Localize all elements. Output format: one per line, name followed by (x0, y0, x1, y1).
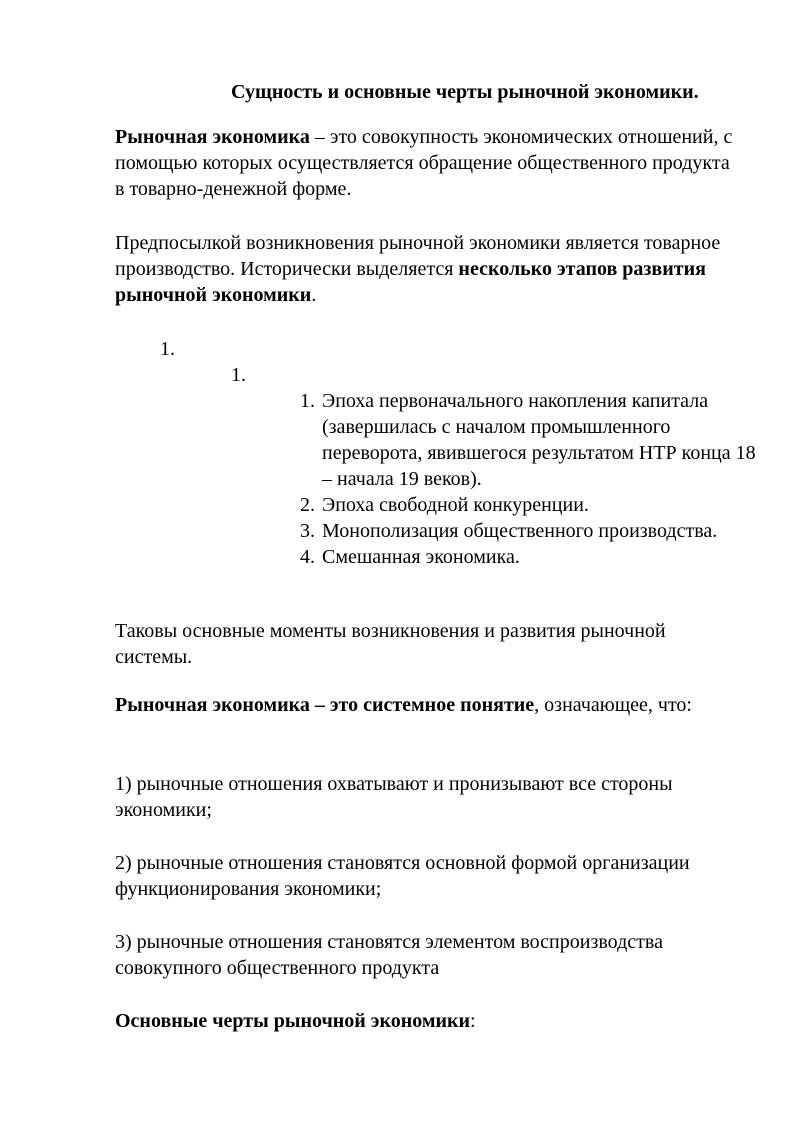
list-item (300, 544, 760, 570)
prerequisite-tail: . (311, 284, 317, 306)
prerequisite-bold: несколько этапов развития рыночной экономики (115, 258, 706, 306)
list-marker-outer: 1. (160, 338, 175, 360)
prerequisite-paragraph (115, 230, 735, 308)
prerequisite-text: Предпосылкой возникновения рыночной экономики является товарное производство. Исторически выделяется (115, 232, 721, 280)
definition-text: – это совокупность экономических отношений, с помощью которых осуществляется обращение общественного продукта в товарно-денежной форме. (115, 126, 733, 200)
list-item-text: Эпоха свободной конкуренции. (322, 494, 589, 516)
stages-list (300, 388, 760, 570)
list-item-text: Смешанная экономика. (322, 546, 520, 568)
systemic-paragraph (115, 692, 735, 718)
list-marker-middle: 1. (231, 364, 246, 386)
list-item-text: Монополизация общественного производства. (322, 520, 718, 542)
point-2: 2) рыночные отношения становятся основной формой организации функционирования экономики; (115, 852, 690, 900)
definition-paragraph (115, 124, 735, 202)
list-item-text: Эпоха первоначального накопления капитала (завершилась с началом промышленного переворота, явившегося результатом НТР конца 18 – начала 19 веков). (322, 390, 756, 490)
systemic-bold: Рыночная экономика – это системное понятие (115, 694, 535, 716)
point-1: 1) рыночные отношения охватывают и пронизывают все стороны экономики; (115, 773, 673, 821)
list-item (300, 388, 760, 492)
features-heading (115, 1008, 735, 1034)
list-item-number: 4. (300, 546, 315, 568)
list-item-number: 3. (300, 520, 315, 542)
point-3: 3) рыночные отношения становятся элементом воспроизводства совокупного общественного продукта (115, 931, 663, 979)
features-heading-bold: Основные черты рыночной экономики (115, 1010, 471, 1032)
definition-term: Рыночная экономика (115, 126, 310, 148)
list-item (300, 518, 760, 544)
systemic-text: , означающее, что: (534, 694, 692, 716)
list-item-number: 1. (300, 390, 315, 412)
list-item-number: 2. (300, 494, 315, 516)
page-title: Сущность и основные черты рыночной экономики. (231, 81, 699, 103)
summary-paragraph: Таковы основные моменты возникновения и развития рыночной системы. (115, 620, 666, 668)
features-heading-tail: : (470, 1010, 476, 1032)
list-item (300, 492, 760, 518)
